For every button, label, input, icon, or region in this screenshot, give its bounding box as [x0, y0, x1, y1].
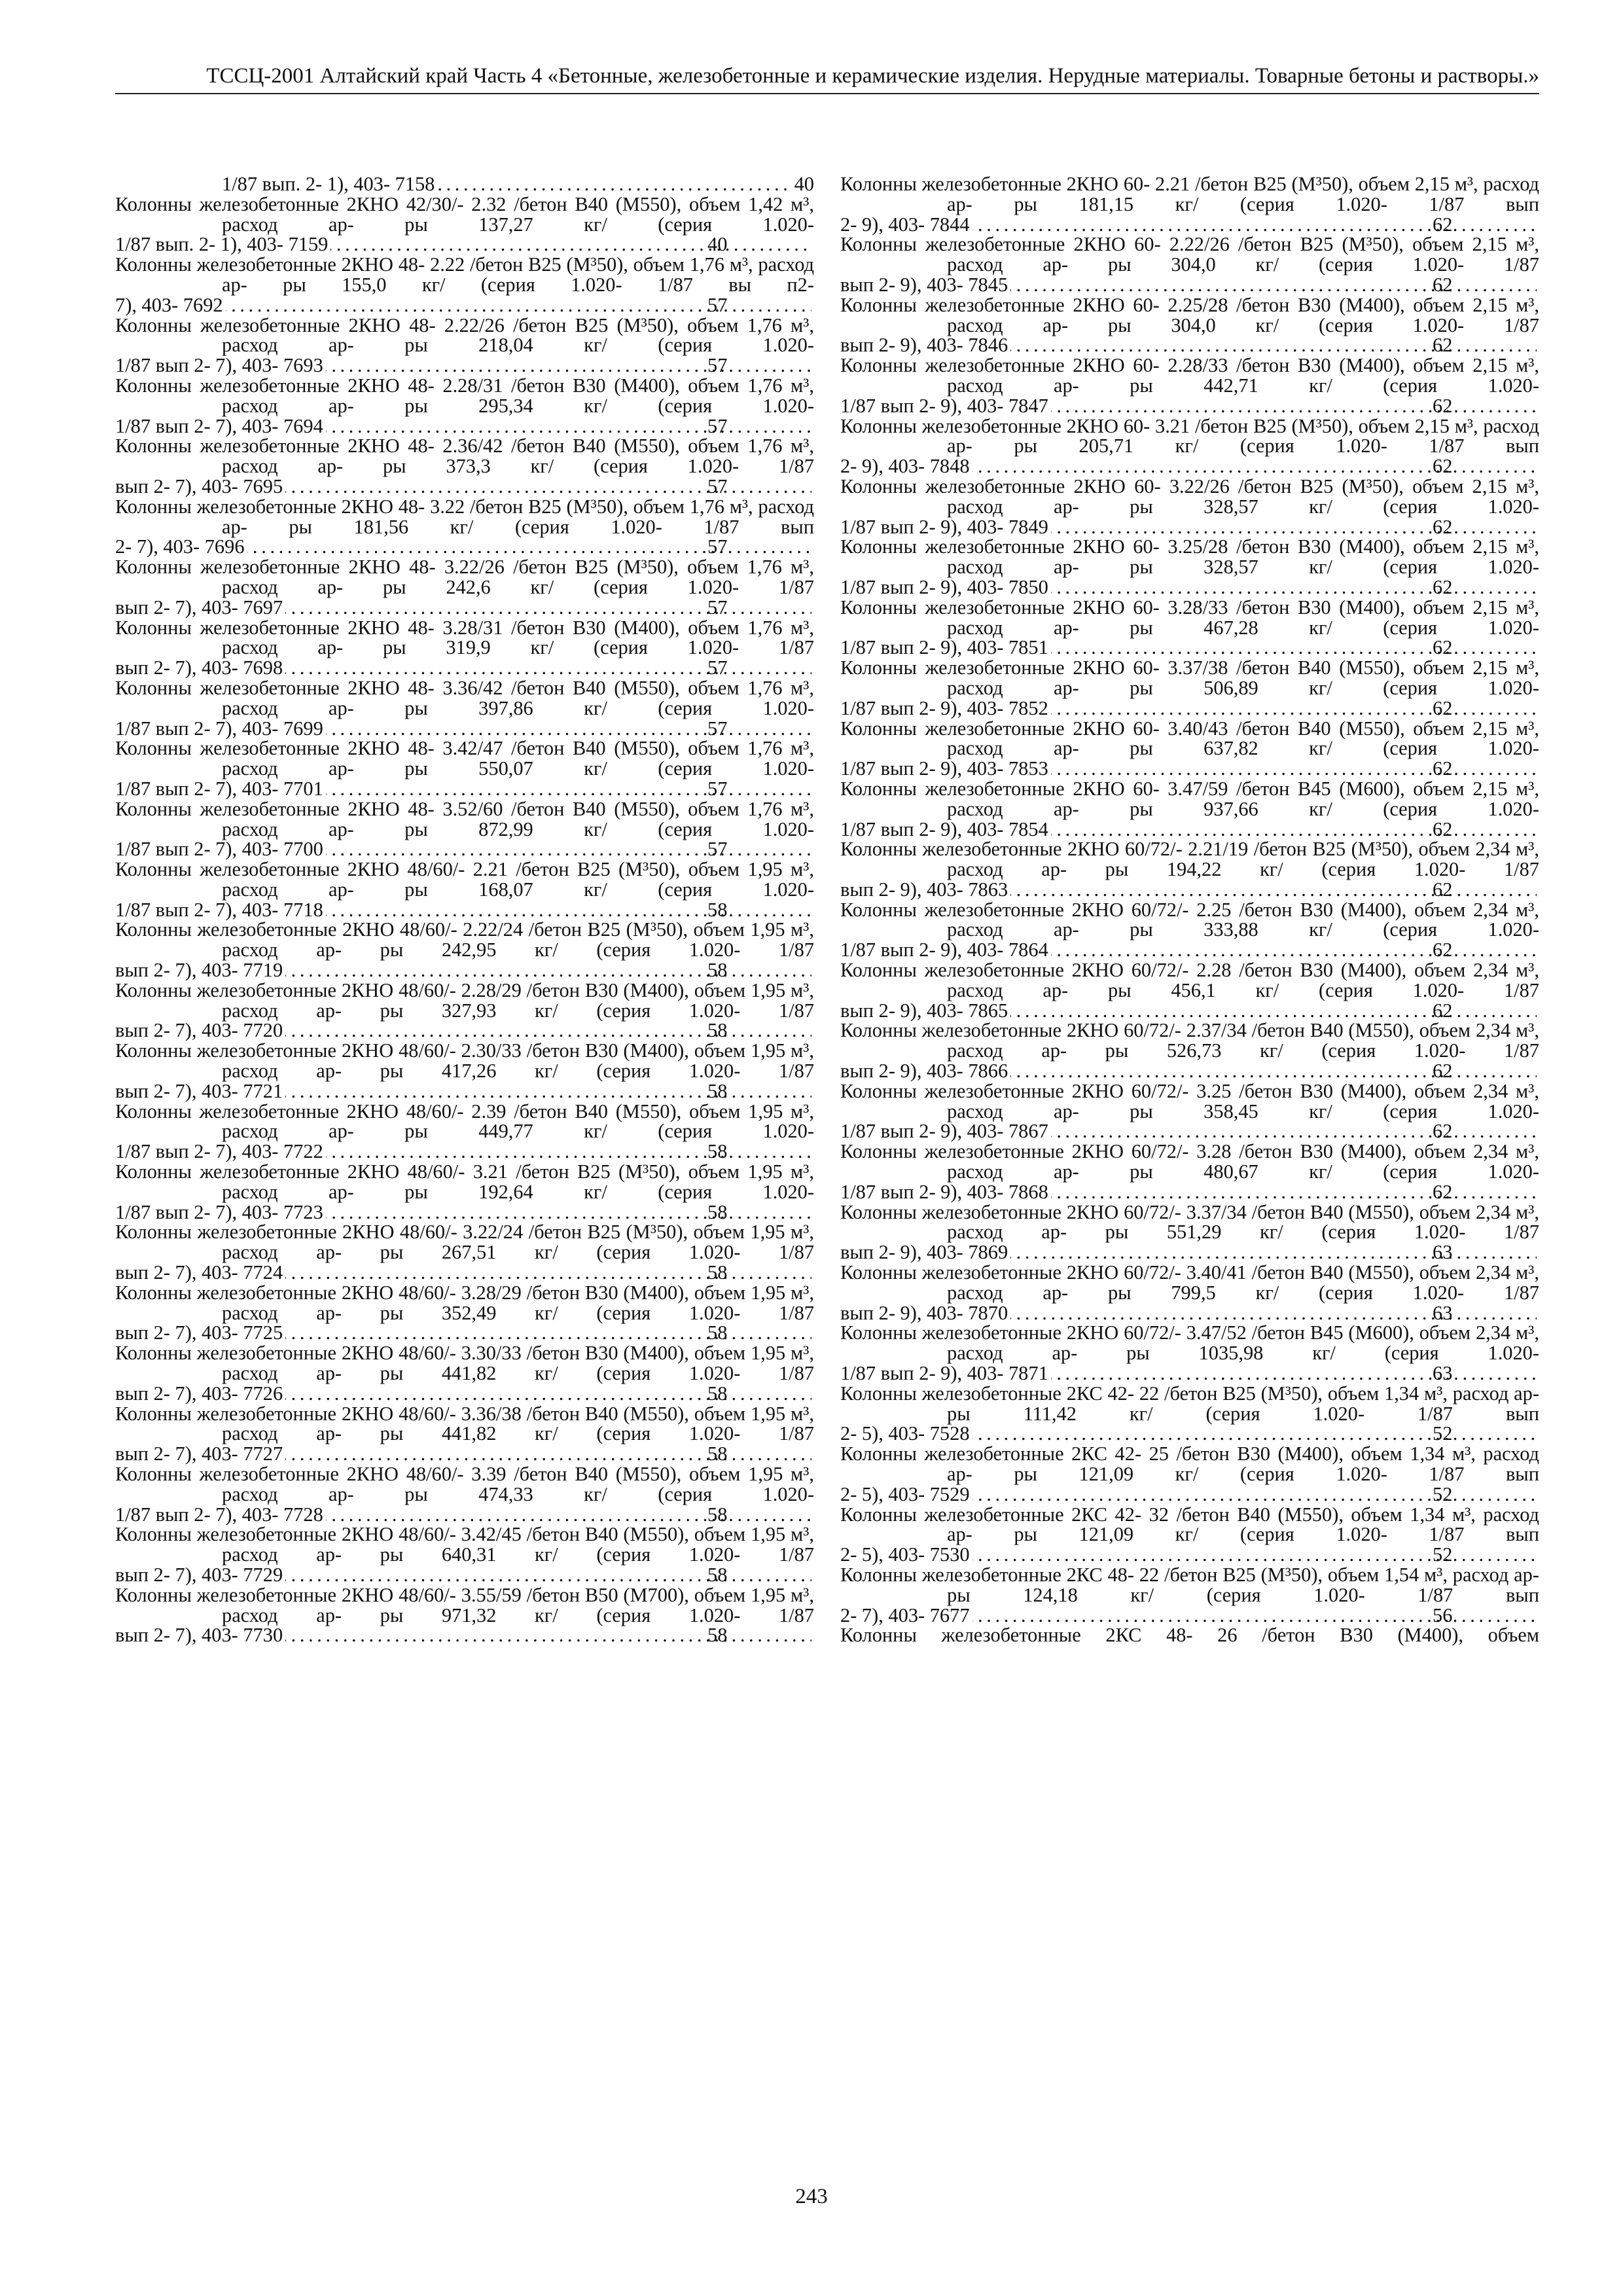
dot-leader: [326, 839, 812, 859]
entry-reference: вып 2- 9), 403- 7869: [840, 1241, 1008, 1264]
dot-leader: [285, 1625, 812, 1645]
entry-text: Колонны железобетонные 2КНО 60/72/- 3.40/41 /бетон В40 (М550), объем 2,34 м³, расход ар- ры 799,5 кг/ (серия 1.020- 1/87: [840, 1261, 1539, 1304]
entry-text: Колонны железобетонные 2КНО 60- 3.28/33 /бетон В30 (М400), объем 2,15 м³, расход ар- ры 467,28 кг/ (серия 1.020-: [840, 596, 1539, 639]
entry-text: Колонны железобетонные 2КНО 48- 3.36/42 /бетон В40 (М550), объем 1,76 м³, расход ар- ры 397,86 кг/ (серия 1.020-: [115, 676, 814, 719]
entry-last-line: 1/87 вып 2- 9), 403- 7852 . . . 62: [947, 698, 1539, 719]
entry-reference: 1/87 вып 2- 9), 403- 7849: [840, 515, 1048, 538]
index-entry: [840, 1505, 1539, 1565]
index-entry: [840, 1323, 1539, 1383]
entry-last-line: вып 2- 7), 403- 7727 . . . 58: [222, 1444, 814, 1464]
dot-leader: [285, 1020, 812, 1041]
index-entry: [840, 1384, 1539, 1444]
running-header: ТССЦ-2001 Алтайский край Часть 4 «Бетонные, железобетонные и керамические изделия. Нерудные материалы. Товарные бетоны и растворы.»: [115, 63, 1539, 94]
entry-text: Колонны железобетонные 2КНО 48- 2.22 /бетон В25 (М³50), объем 1,76 м³, расход ар- ры 155,0 кг/ (серия 1.020- 1/87 вы п2-: [115, 253, 814, 296]
index-entry: [115, 376, 814, 436]
entry-text: Колонны железобетонные 2КНО 48- 3.52/60 /бетон В40 (М550), объем 1,76 м³, расход ар- ры 872,99 кг/ (серия 1.020-: [115, 797, 814, 840]
entry-text: Колонны железобетонные 2КНО 60- 3.25/28 /бетон В30 (М400), объем 2,15 м³, расход ар- ры 328,57 кг/ (серия 1.020-: [840, 535, 1539, 579]
entry-reference: 1/87 вып 2- 9), 403- 7852: [840, 696, 1048, 719]
entry-last-line: 1/87 вып 2- 7), 403- 7728 . . . 58: [222, 1505, 814, 1525]
entry-last-line: 1/87 вып 2- 7), 403- 7693 . . . 57: [222, 355, 814, 376]
index-column-right: [840, 174, 1539, 1645]
entry-text: Колонны железобетонные 2КНО 42/30/- 2.32 /бетон В40 (М550), объем 1,42 м³, расход ар- ры 137,27 кг/ (серия 1.020-: [115, 192, 814, 236]
entry-reference: 1/87 вып 2- 7), 403- 7694: [115, 414, 323, 437]
entry-reference: 1/87 вып 2- 7), 403- 7722: [115, 1140, 323, 1163]
entry-reference: вып 2- 7), 403- 7730: [115, 1624, 283, 1647]
entry-last-line: вып 2- 9), 403- 7846 . . . 62: [947, 335, 1539, 355]
index-entry: [840, 355, 1539, 416]
entry-reference: вып 2- 7), 403- 7720: [115, 1019, 283, 1042]
index-entry: [115, 1041, 814, 1101]
entry-text: Колонны железобетонные 2КНО 60/72/- 3.28 /бетон В30 (М400), объем 2,34 м³, расход ар- ры 480,67 кг/ (серия 1.020-: [840, 1140, 1539, 1183]
entry-text: Колонны железобетонные 2КНО 60- 3.47/59 /бетон В45 (М600), объем 2,15 м³, расход ар- ры 937,66 кг/ (серия 1.020-: [840, 777, 1539, 820]
entry-last-line: вып 2- 7), 403- 7721 . . . 58: [222, 1081, 814, 1102]
entry-reference: 1/87 вып 2- 9), 403- 7868: [840, 1180, 1048, 1203]
dot-leader: [330, 234, 812, 255]
entry-reference: вып 2- 9), 403- 7865: [840, 999, 1008, 1022]
entry-reference: 1/87 вып. 2- 1), 403- 7158: [222, 173, 435, 195]
entry-text: Колонны железобетонные 2КНО 48/60/- 3.22/24 /бетон В25 (М³50), объем 1,95 м³, расход ар- ры 267,51 кг/ (серия 1.020- 1/87: [115, 1221, 814, 1264]
dot-leader: [437, 174, 791, 194]
index-entry: [840, 537, 1539, 597]
entry-last-line: вып 2- 7), 403- 7726 . . . 58: [222, 1384, 814, 1404]
index-entry: [115, 920, 814, 980]
entry-text: Колонны железобетонные 2КНО 48- 2.36/42 /бетон В40 (М550), объем 1,76 м³, расход ар- ры 373,3 кг/ (серия 1.020- 1/87: [115, 435, 814, 478]
entry-reference: 2- 5), 403- 7528: [840, 1422, 970, 1445]
dot-leader: [1051, 396, 1537, 416]
dot-leader: [1051, 577, 1537, 598]
dot-leader: [1051, 940, 1537, 960]
entry-text: Колонны железобетонные 2КНО 60- 3.21 /бетон В25 (М³50), объем 2,15 м³, расход ар- ры 205,71 кг/ (серия 1.020- 1/87 вып: [840, 414, 1539, 457]
entry-text: Колонны железобетонные 2КС 48- 22 /бетон В25 (М³50), объем 1,54 м³, расход ар- ры 124,18 кг/ (серия 1.020- 1/87 вып: [840, 1563, 1539, 1606]
index-entry: [115, 255, 814, 315]
entry-text: Колонны железобетонные 2КНО 48/60/- 3.21 /бетон В25 (М³50), объем 1,95 м³, расход ар- ры 192,64 кг/ (серия 1.020-: [115, 1160, 814, 1203]
entry-text: Колонны железобетонные 2КНО 48/60/- 2.21 /бетон В25 (М³50), объем 1,95 м³, расход ар- ры 168,07 кг/ (серия 1.020-: [115, 858, 814, 901]
entry-last-line: 2- 7), 403- 7696 . . . 57: [222, 537, 814, 557]
entry-text: Колонны железобетонные 2КС 42- 32 /бетон В40 (М550), объем 1,34 м³, расход ар- ры 121,09 кг/ (серия 1.020- 1/87 вып: [840, 1503, 1539, 1546]
entry-text: Колонны железобетонные 2КС 48- 26 /бетон В30 (М400), объем: [840, 1624, 1539, 1647]
dot-leader: [1010, 275, 1537, 295]
dot-leader: [285, 1263, 812, 1283]
index-entry: [840, 1020, 1539, 1081]
entry-last-line: вып 2- 7), 403- 7695 . . . 57: [222, 476, 814, 497]
dot-leader: [285, 960, 812, 980]
entry-reference: 1/87 вып 2- 9), 403- 7850: [840, 575, 1048, 598]
index-entry: [840, 416, 1539, 476]
entry-page-number: 40: [794, 173, 814, 195]
entry-last-line: вып 2- 7), 403- 7724 . . . 58: [222, 1263, 814, 1283]
index-entry: [840, 598, 1539, 658]
dot-leader: [285, 598, 812, 618]
dot-leader: [1010, 1001, 1537, 1021]
entry-text: Колонны железобетонные 2КНО 48/60/- 3.55/59 /бетон В50 (М700), объем 1,95 м³, расход ар- ры 971,32 кг/ (серия 1.020- 1/87: [115, 1583, 814, 1626]
index-entry: [840, 1625, 1539, 1645]
index-entry: [115, 1524, 814, 1585]
entry-reference: 1/87 вып 2- 9), 403- 7867: [840, 1120, 1048, 1143]
entry-text: Колонны железобетонные 2КНО 48/60/- 3.28/29 /бетон В30 (М400), объем 1,95 м³, расход ар- ры 352,49 кг/ (серия 1.020- 1/87: [115, 1281, 814, 1324]
entry-last-line: 1/87 вып 2- 9), 403- 7849 . . . 62: [947, 517, 1539, 537]
entry-text: Колонны железобетонные 2КНО 60- 2.21 /бетон В25 (М³50), объем 2,15 м³, расход ар- ры 181,15 кг/ (серия 1.020- 1/87 вып: [840, 173, 1539, 215]
entry-reference: 1/87 вып 2- 7), 403- 7718: [115, 898, 323, 921]
index-entry: [840, 960, 1539, 1020]
entry-last-line: 2- 5), 403- 7528 . . . 52: [947, 1424, 1539, 1444]
entry-last-line: вып 2- 7), 403- 7719 . . . 58: [222, 960, 814, 980]
entry-last-line: 2- 7), 403- 7677 . . . 56: [947, 1605, 1539, 1626]
index-entry: [840, 1141, 1539, 1202]
entry-text: Колонны железобетонные 2КНО 48/60/- 3.36/38 /бетон В40 (М550), объем 1,95 м³, расход ар- ры 441,82 кг/ (серия 1.020- 1/87: [115, 1402, 814, 1445]
index-entry: [115, 557, 814, 617]
entry-last-line: 2- 5), 403- 7530 . . . 52: [947, 1545, 1539, 1565]
entry-reference: 1/87 вып 2- 7), 403- 7700: [115, 838, 323, 861]
entry-reference: 2- 9), 403- 7848: [840, 455, 970, 478]
entry-reference: вып 2- 7), 403- 7698: [115, 656, 283, 679]
entry-text: Колонны железобетонные 2КНО 60- 2.22/26 /бетон В25 (М³50), объем 2,15 м³, расход ар- ры 304,0 кг/ (серия 1.020- 1/87: [840, 233, 1539, 276]
index-entry: [115, 678, 814, 738]
index-entry: [115, 1162, 814, 1222]
index-entry: [840, 900, 1539, 960]
entry-last-line: 1/87 вып 2- 7), 403- 7723 . . . 58: [222, 1202, 814, 1223]
entry-last-line: вып 2- 7), 403- 7730 . . . 58: [222, 1625, 814, 1645]
index-entry: [840, 1081, 1539, 1141]
entry-reference: 1/87 вып 2- 9), 403- 7851: [840, 636, 1048, 659]
index-entry: [840, 719, 1539, 779]
entry-last-line: вып 2- 7), 403- 7725 . . . 58: [222, 1323, 814, 1343]
entry-reference: вып 2- 7), 403- 7727: [115, 1443, 283, 1465]
entry-text: Колонны железобетонные 2КС 42- 22 /бетон В25 (М³50), объем 1,34 м³, расход ар- ры 111,42 кг/ (серия 1.020- 1/87 вып: [840, 1382, 1539, 1425]
entry-text: Колонны железобетонные 2КНО 60- 3.22/26 /бетон В25 (М³50), объем 2,15 м³, расход ар- ры 328,57 кг/ (серия 1.020-: [840, 475, 1539, 518]
entry-text: Колонны железобетонные 2КНО 60- 2.28/33 /бетон В30 (М400), объем 2,15 м³, расход ар- ры 442,71 кг/ (серия 1.020-: [840, 354, 1539, 397]
entry-reference: вып 2- 7), 403- 7725: [115, 1321, 283, 1344]
entry-last-line: вып 2- 9), 403- 7869 . . . 63: [947, 1242, 1539, 1263]
index-entry: [115, 1343, 814, 1403]
entry-last-line: 1/87 вып 2- 9), 403- 7851 . . . 62: [947, 637, 1539, 658]
entry-reference: вып 2- 7), 403- 7721: [115, 1079, 283, 1102]
entry-last-line: 1/87 вып 2- 9), 403- 7850 . . . 62: [947, 577, 1539, 598]
index-entry: [115, 194, 814, 255]
index-entry: [840, 779, 1539, 839]
entry-text: Колонны железобетонные 2КНО 60/72/- 2.37/34 /бетон В40 (М550), объем 2,34 м³, расход ар- ры 526,73 кг/ (серия 1.020- 1/87: [840, 1019, 1539, 1062]
dot-leader: [326, 900, 812, 920]
entry-text: Колонны железобетонные 2КНО 48/60/- 2.28/29 /бетон В30 (М400), объем 1,95 м³, расход ар- ры 327,93 кг/ (серия 1.020- 1/87: [115, 978, 814, 1022]
index-entry: [115, 1283, 814, 1343]
dot-leader: [1051, 759, 1537, 779]
dot-leader: [1051, 1121, 1537, 1141]
entry-text: Колонны железобетонные 2КНО 60- 2.25/28 /бетон В30 (М400), объем 2,15 м³, расход ар- ры 304,0 кг/ (серия 1.020- 1/87: [840, 293, 1539, 336]
dot-leader: [285, 476, 812, 497]
entry-last-line: 1/87 вып 2- 7), 403- 7722 . . . 58: [222, 1141, 814, 1162]
entry-text: Колонны железобетонные 2КНО 60/72/- 2.28 /бетон В30 (М400), объем 2,34 м³, расход ар- ры 456,1 кг/ (серия 1.020- 1/87: [840, 959, 1539, 1001]
entry-text: Колонны железобетонные 2КНО 60/72/- 3.37/34 /бетон В40 (М550), объем 2,34 м³, расход ар- ры 551,29 кг/ (серия 1.020- 1/87: [840, 1200, 1539, 1244]
entry-text: Колонны железобетонные 2КНО 48- 2.22/26 /бетон В25 (М³50), объем 1,76 м³, расход ар- ры 218,04 кг/ (серия 1.020-: [115, 314, 814, 357]
index-entry: [115, 859, 814, 920]
dot-leader: [285, 1565, 812, 1585]
entry-reference: вып 2- 7), 403- 7695: [115, 475, 283, 497]
entry-last-line: вып 2- 7), 403- 7729 . . . 58: [222, 1565, 814, 1585]
index-entry: [840, 1444, 1539, 1504]
entry-reference: 1/87 вып 2- 7), 403- 7701: [115, 777, 323, 800]
entry-text: Колонны железобетонные 2КНО 48- 3.22 /бетон В25 (М³50), объем 1,76 м³, расход ар- ры 181,56 кг/ (серия 1.020- 1/87 вып: [115, 495, 814, 538]
entry-last-line: 1/87 вып 2- 9), 403- 7864 . . . 62: [947, 940, 1539, 960]
entry-last-line: 2- 9), 403- 7848 . . . 62: [947, 456, 1539, 476]
dot-leader: [326, 719, 812, 739]
entry-reference: 1/87 вып 2- 9), 403- 7853: [840, 757, 1048, 780]
index-entry: [840, 658, 1539, 718]
entry-last-line: 1/87 вып 2- 7), 403- 7718 . . . 58: [222, 900, 814, 920]
entry-reference: вып 2- 7), 403- 7724: [115, 1261, 283, 1284]
entry-text: Колонны железобетонные 2КНО 48- 2.28/31 /бетон В30 (М400), объем 1,76 м³, расход ар- ры 295,34 кг/ (серия 1.020-: [115, 374, 814, 417]
dot-leader: [326, 779, 812, 799]
dot-leader: [326, 1202, 812, 1223]
entry-text: Колонны железобетонные 2КНО 60- 3.40/43 /бетон В40 (М550), объем 2,15 м³, расход ар- ры 637,82 кг/ (серия 1.020-: [840, 717, 1539, 760]
entry-last-line: 1/87 вып 2- 9), 403- 7847 . . . 62: [947, 396, 1539, 416]
index-entry: [115, 980, 814, 1041]
dot-leader: [326, 1141, 812, 1162]
entry-reference: 2- 9), 403- 7844: [840, 213, 970, 236]
entry-last-line: 1/87 вып 2- 9), 403- 7853 . . . 62: [947, 759, 1539, 779]
entry-reference: 1/87 вып 2- 7), 403- 7699: [115, 717, 323, 740]
index-entry: [840, 839, 1539, 899]
dot-leader: [1051, 1182, 1537, 1202]
entry-reference: 1/87 вып 2- 7), 403- 7723: [115, 1200, 323, 1223]
entry-reference: 1/87 вып. 2- 1), 403- 7159: [115, 233, 329, 256]
entry-reference: 1/87 вып 2- 9), 403- 7871: [840, 1362, 1048, 1385]
entry-last-line: 1/87 вып 2- 7), 403- 7699 . . . 57: [222, 719, 814, 739]
index-column-left: [115, 174, 814, 1645]
entry-last-line: 1/87 вып 2- 9), 403- 7868 . . . 62: [947, 1182, 1539, 1202]
page-number: 243: [795, 2185, 828, 2208]
index-entry: [840, 1565, 1539, 1625]
index-entry: [115, 315, 814, 376]
entry-last-line: 2- 9), 403- 7844 . . . 62: [947, 215, 1539, 235]
index-entry: [115, 618, 814, 678]
dot-leader: [285, 1444, 812, 1464]
dot-leader: [1051, 517, 1537, 537]
dot-leader: [1010, 1061, 1537, 1081]
index-entry: [115, 1102, 814, 1162]
entry-reference: 1/87 вып 2- 9), 403- 7864: [840, 939, 1048, 961]
entry-reference: вып 2- 7), 403- 7726: [115, 1382, 283, 1405]
index-entry: [840, 476, 1539, 537]
entry-reference: вып 2- 9), 403- 7863: [840, 878, 1008, 901]
index-entry: [115, 1404, 814, 1464]
dot-leader: [1010, 1303, 1537, 1323]
entry-last-line: вып 2- 7), 403- 7698 . . . 57: [222, 658, 814, 678]
entry-reference: вып 2- 7), 403- 7697: [115, 596, 283, 619]
entry-reference: 1/87 вып 2- 7), 403- 7693: [115, 354, 323, 377]
index-entry: [115, 1464, 814, 1524]
entry-reference: 1/87 вып 2- 7), 403- 7728: [115, 1503, 323, 1526]
dot-leader: [326, 355, 812, 376]
index-entry: [115, 436, 814, 496]
entry-reference: 2- 7), 403- 7677: [840, 1604, 970, 1626]
entry-reference: вып 2- 9), 403- 7845: [840, 273, 1008, 296]
dot-leader: [1010, 335, 1537, 355]
entry-text: Колонны железобетонные 2КС 42- 25 /бетон В30 (М400), объем 1,34 м³, расход ар- ры 121,09 кг/ (серия 1.020- 1/87 вып: [840, 1443, 1539, 1485]
index-entry: [115, 1585, 814, 1645]
entry-last-line: 7), 403- 7692 . . . 57: [222, 295, 814, 315]
entry-last-line: 2- 5), 403- 7529 . . . 52: [947, 1484, 1539, 1505]
entry-text: Колонны железобетонные 2КНО 48- 3.22/26 /бетон В25 (М³50), объем 1,76 м³, расход ар- ры 242,6 кг/ (серия 1.020- 1/87: [115, 556, 814, 598]
entry-text: Колонны железобетонные 2КНО 48/60/- 3.39 /бетон В40 (М550), объем 1,95 м³, расход ар- ры 474,33 кг/ (серия 1.020-: [115, 1463, 814, 1505]
entry-last-line: 1/87 вып. 2- 1), 403- 7159 . . . 40: [222, 234, 814, 255]
entry-last-line: вып 2- 9), 403- 7863 . . . 62: [947, 880, 1539, 900]
entry-last-line: вып 2- 7), 403- 7720 . . . 58: [222, 1020, 814, 1041]
entry-last-line: вып 2- 9), 403- 7866 . . . 62: [947, 1061, 1539, 1081]
index-entry: [840, 174, 1539, 234]
entry-last-line: вып 2- 9), 403- 7870 . . . 63: [947, 1303, 1539, 1323]
entry-reference: 2- 5), 403- 7529: [840, 1482, 970, 1505]
entry-reference: вып 2- 7), 403- 7729: [115, 1563, 283, 1586]
dot-leader: [1051, 819, 1537, 840]
entry-text: Колонны железобетонные 2КНО 60- 3.37/38 /бетон В40 (М550), объем 2,15 м³, расход ар- ры 506,89 кг/ (серия 1.020-: [840, 656, 1539, 699]
entry-text: Колонны железобетонные 2КНО 60/72/- 2.21/19 /бетон В25 (М³50), объем 2,34 м³, расход ар- ры 194,22 кг/ (серия 1.020- 1/87: [840, 838, 1539, 881]
entry-text: Колонны железобетонные 2КНО 60/72/- 3.25 /бетон В30 (М400), объем 2,34 м³, расход ар- ры 358,45 кг/ (серия 1.020-: [840, 1079, 1539, 1122]
entry-text: Колонны железобетонные 2КНО 48- 3.28/31 /бетон В30 (М400), объем 1,76 м³, расход ар- ры 319,9 кг/ (серия 1.020- 1/87: [115, 616, 814, 659]
entry-last-line: 1/87 вып 2- 7), 403- 7694 . . . 57: [222, 416, 814, 437]
entry-last-line: 1/87 вып 2- 9), 403- 7854 . . . 62: [947, 819, 1539, 840]
entry-reference: 1/87 вып 2- 9), 403- 7847: [840, 394, 1048, 417]
entry-reference: 2- 7), 403- 7696: [115, 535, 245, 558]
dot-leader: [1051, 698, 1537, 719]
entry-reference: вып 2- 9), 403- 7846: [840, 334, 1008, 357]
index-entry: [840, 295, 1539, 355]
dot-leader: [285, 1384, 812, 1404]
dot-leader: [326, 416, 812, 437]
entry-reference: вып 2- 7), 403- 7719: [115, 959, 283, 982]
entry-reference: 1/87 вып 2- 9), 403- 7854: [840, 817, 1048, 840]
index-entry: [115, 174, 814, 194]
index-entry: [115, 497, 814, 557]
entry-last-line: 1/87 вып 2- 9), 403- 7871 . . . 63: [947, 1363, 1539, 1384]
entry-text: Колонны железобетонные 2КНО 48/60/- 2.30/33 /бетон В30 (М400), объем 1,95 м³, расход ар- ры 417,26 кг/ (серия 1.020- 1/87: [115, 1039, 814, 1083]
index-entry: [840, 1202, 1539, 1263]
entry-reference: 2- 5), 403- 7530: [840, 1543, 970, 1566]
index-entry: [115, 799, 814, 859]
dot-leader: [1051, 637, 1537, 658]
dot-leader: [1010, 1242, 1537, 1263]
entry-text: Колонны железобетонные 2КНО 48/60/- 3.30/33 /бетон В30 (М400), объем 1,95 м³, расход ар- ры 441,82 кг/ (серия 1.020- 1/87: [115, 1342, 814, 1385]
entry-text: Колонны железобетонные 2КНО 48/60/- 2.22/24 /бетон В25 (М³50), объем 1,95 м³, расход ар- ры 242,95 кг/ (серия 1.020- 1/87: [115, 918, 814, 961]
entry-reference: вып 2- 9), 403- 7870: [840, 1301, 1008, 1324]
dot-leader: [285, 1081, 812, 1102]
entry-last-line: 1/87 вып 2- 7), 403- 7700 . . . 57: [222, 839, 814, 859]
index-entry: [115, 738, 814, 798]
entry-text: Колонны железобетонные 2КНО 60/72/- 2.25 /бетон В30 (М400), объем 2,34 м³, расход ар- ры 333,88 кг/ (серия 1.020-: [840, 898, 1539, 941]
entry-last-line: 1/87 вып 2- 7), 403- 7701 . . . 57: [222, 779, 814, 799]
dot-leader: [326, 1505, 812, 1525]
entry-text: Колонны железобетонные 2КНО 48/60/- 2.39 /бетон В40 (М550), объем 1,95 м³, расход ар- ры 449,77 кг/ (серия 1.020-: [115, 1100, 814, 1143]
dot-leader: [1051, 1363, 1537, 1384]
index-entry: [115, 1222, 814, 1282]
dot-leader: [285, 1323, 812, 1343]
entry-text: Колонны железобетонные 2КНО 48/60/- 3.42/45 /бетон В40 (М550), объем 1,95 м³, расход ар- ры 640,31 кг/ (серия 1.020- 1/87: [115, 1523, 814, 1566]
entry-last-line: вып 2- 9), 403- 7865 . . . 62: [947, 1001, 1539, 1021]
entry-last-line: 1/87 вып 2- 9), 403- 7867 . . . 62: [947, 1121, 1539, 1141]
entry-reference: 7), 403- 7692: [115, 293, 223, 316]
entry-text: Колонны железобетонные 2КНО 60/72/- 3.47/52 /бетон В45 (М600), объем 2,34 м³, расход ар- ры 1035,98 кг/ (серия 1.020-: [840, 1321, 1539, 1365]
entry-last-line: [222, 174, 814, 194]
entry-last-line: вып 2- 9), 403- 7845 . . . 62: [947, 275, 1539, 295]
dot-leader: [285, 658, 812, 678]
index-entry: [840, 234, 1539, 295]
dot-leader: [1010, 880, 1537, 900]
index-entry: [840, 1263, 1539, 1323]
entry-text: Колонны железобетонные 2КНО 48- 3.42/47 /бетон В40 (М550), объем 1,76 м³, расход ар- ры 550,07 кг/ (серия 1.020-: [115, 737, 814, 780]
entry-reference: вып 2- 9), 403- 7866: [840, 1060, 1008, 1083]
entry-last-line: вып 2- 7), 403- 7697 . . . 57: [222, 598, 814, 618]
